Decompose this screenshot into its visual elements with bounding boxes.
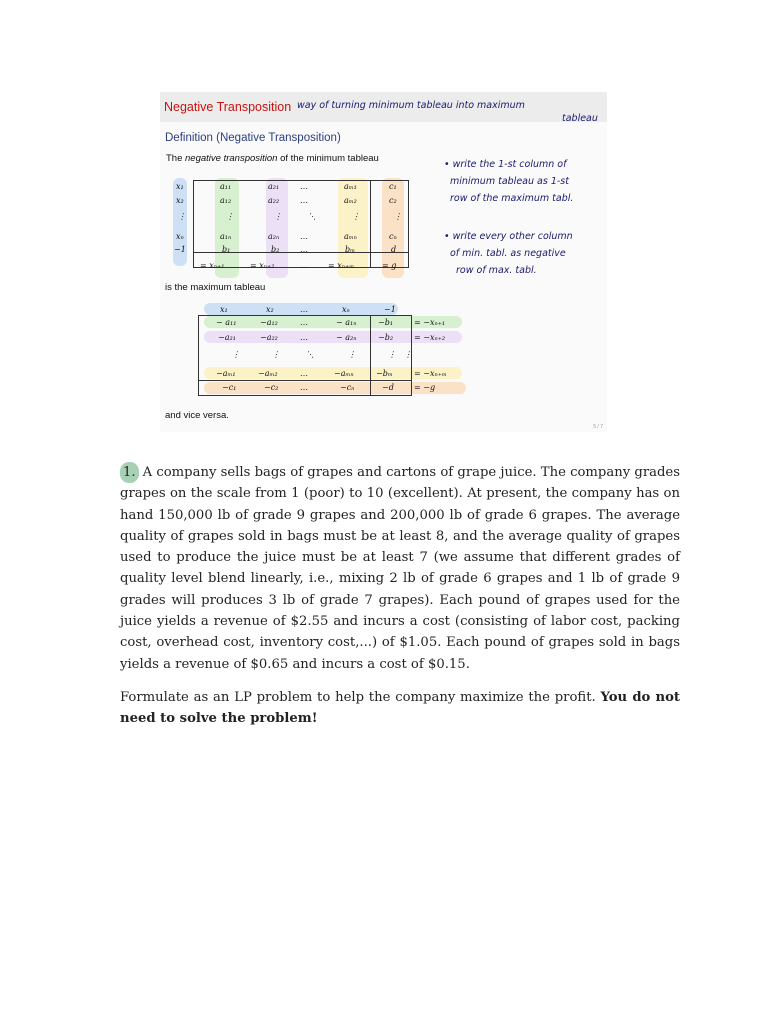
col-label: −1 <box>384 305 396 314</box>
max-tableau-divider <box>370 315 371 395</box>
problem-number: 1. <box>120 462 139 483</box>
col-label: x₂ <box>266 305 274 314</box>
row-label: x₁ <box>176 182 184 191</box>
cell: −aₘ₁ <box>216 369 236 378</box>
cell: − a₂ₙ <box>336 333 357 342</box>
cell: −a₂₁ <box>218 333 236 342</box>
cell: ⋮ <box>348 350 356 359</box>
cell: ⋮ <box>404 350 412 359</box>
col-label: xₙ <box>342 305 350 314</box>
row-label: xₙ <box>176 232 184 241</box>
cell: ⋮ <box>352 212 360 221</box>
slide-page-number: 5 / 7 <box>593 424 603 430</box>
cell: ⋮ <box>274 212 282 221</box>
problem-paragraph-1: 1. A company sells bags of grapes and cartons of grape juice. The company grades grapes on the scale from 1 (poor) to 10 (excellent). At present, the company has on hand 150,000 lb of grade 9 grapes and 200,000 lb of grade 6 grapes. The average quality of grapes sold in bags must be at least 8, and the average quality of grapes used to produce the juice must be at least 7 (we assume that different grades of quality level blend linearly, i.e., mixing 2 lb of grade 6 grapes and 1 lb of grade 9 grades will produces 3 lb of grade 7 grapes). Each pound of grapes used for the juice yields a revenue of $2.55 and incurs a cost (consisting of labor cost, packing cost, overhead cost, inventory cost,...) of $1.05. Each pound of grapes sold in bags yields a revenue of $0.65 and incurs a cost of $0.15. <box>120 462 680 675</box>
cell: c₁ <box>389 182 397 191</box>
cell: … <box>300 196 308 205</box>
cell: … <box>300 318 308 327</box>
cell: −b₂ <box>378 333 394 342</box>
handwritten-title-note: way of turning minimum tableau into maximum <box>297 100 525 111</box>
cell: −cₙ <box>340 383 355 392</box>
row-label: ⋮ <box>178 212 186 221</box>
cell: a₁₁ <box>220 182 232 191</box>
min-tableau-border <box>193 180 409 268</box>
cell: = −g <box>414 383 436 392</box>
cell: b₂ <box>271 245 280 254</box>
cell: a₁ₙ <box>220 232 232 241</box>
lecture-slide <box>160 92 607 432</box>
cell: ⋱ <box>308 212 316 221</box>
cell: = −xₙ₊ₘ <box>414 369 447 378</box>
cell: … <box>300 232 308 241</box>
cell: ⋮ <box>226 212 234 221</box>
cell: ⋮ <box>232 350 240 359</box>
cell: c₂ <box>389 196 397 205</box>
cell: −aₘₙ <box>334 369 354 378</box>
cell: −a₂₂ <box>260 333 278 342</box>
cell: aₘₙ <box>344 232 357 241</box>
cell: … <box>300 383 308 392</box>
problem-paragraph-2: Formulate as an LP problem to help the company maximize the profit. You do not need to solve the problem! <box>120 689 680 727</box>
max-tableau-label: is the maximum tableau <box>165 282 266 293</box>
cell: − a₁₁ <box>216 318 237 327</box>
cell: −a₁₂ <box>260 318 278 327</box>
slide-title: Negative Transposition <box>164 100 292 114</box>
cell: … <box>300 182 308 191</box>
row-label: −1 <box>174 245 186 254</box>
cell: a₁₂ <box>220 196 232 205</box>
cell: a₂₂ <box>268 196 280 205</box>
cell: bₘ <box>345 245 356 254</box>
cell: … <box>300 245 308 254</box>
bottom-label: = xₙ₊₁ <box>200 261 225 270</box>
cell: ⋱ <box>306 350 314 359</box>
definition-intro: The negative transposition of the minimum tableau <box>166 153 379 164</box>
cell: = −xₙ₊₁ <box>414 318 446 327</box>
col-label: x₁ <box>220 305 228 314</box>
cell: −b₁ <box>378 318 394 327</box>
cell: ⋮ <box>388 350 396 359</box>
cell: aₘ₁ <box>344 182 357 191</box>
bottom-label: = xₙ₊₂ <box>250 261 275 270</box>
cell: ⋮ <box>272 350 280 359</box>
cell: = −xₙ₊₂ <box>414 333 446 342</box>
cell: a₂₁ <box>268 182 280 191</box>
handwritten-title-note-continued: tableau <box>562 113 598 124</box>
cell: −aₘ₂ <box>258 369 278 378</box>
max-tableau-divider <box>198 380 412 381</box>
cell: −bₘ <box>376 369 393 378</box>
cell: ⋮ <box>394 212 402 221</box>
bottom-label: = xₙ₊ₘ <box>328 261 355 270</box>
cell: d <box>391 245 397 254</box>
col-label: … <box>300 305 308 314</box>
cell: a₂ₙ <box>268 232 280 241</box>
definition-title: Definition (Negative Transposition) <box>165 132 341 144</box>
cell: b₁ <box>222 245 231 254</box>
bottom-label: … <box>300 261 308 270</box>
cell: aₘ₂ <box>344 196 357 205</box>
bottom-label: = g <box>382 261 397 270</box>
handwritten-note-1: • write the 1-st column of minimum tableau as 1-st row of the maximum tabl. <box>444 159 574 204</box>
cell: −c₁ <box>222 383 237 392</box>
vice-versa-text: and vice versa. <box>165 410 229 421</box>
handwritten-note-2: • write every other column of min. tabl. as negative row of max. tabl. <box>444 231 573 276</box>
cell: cₙ <box>389 232 397 241</box>
min-tableau-divider <box>370 180 371 268</box>
cell: −d <box>382 383 394 392</box>
cell: … <box>300 369 308 378</box>
cell: … <box>300 333 308 342</box>
cell: −c₂ <box>264 383 279 392</box>
problem-statement <box>120 462 680 742</box>
row-label: x₂ <box>176 196 184 205</box>
cell: − a₁ₙ <box>336 318 357 327</box>
